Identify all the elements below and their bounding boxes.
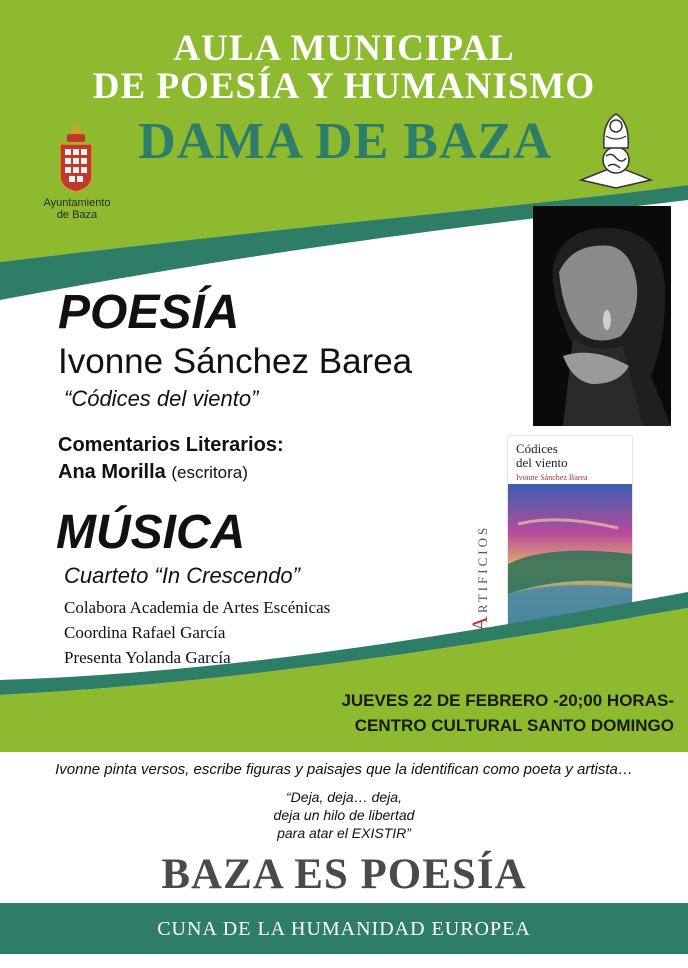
book-cover-title-line-1: Códices [516, 441, 558, 456]
author-portrait-icon [533, 206, 671, 426]
cuarteto-name: Cuarteto “In Crescendo” [64, 563, 300, 588]
event-date: JUEVES 22 DE FEBRERO -20;00 HORAS- [341, 691, 674, 710]
quote-line-1: “Deja, deja… deja, [286, 789, 402, 805]
artificios-first-letter: A [467, 613, 492, 632]
artificios-rest: RTIFICIOS [475, 524, 490, 614]
baza-es-poesia-tagline: BAZA ES POESÍA [161, 851, 527, 898]
baza-coat-of-arms-icon [56, 124, 96, 194]
poesia-heading: POESÍA [58, 286, 240, 339]
presenta-line: Presenta Yolanda García [64, 648, 231, 667]
dama-de-baza-title: DAMA DE BAZA [138, 113, 552, 170]
book-title-quote: “Códices del viento” [64, 386, 259, 411]
footer-banner [0, 903, 688, 954]
poet-name: Ivonne Sánchez Barea [58, 342, 413, 381]
comentarios-heading: Comentarios Literarios: [58, 434, 284, 456]
ayuntamiento-label [22, 197, 132, 221]
dama-de-baza-logo-icon [576, 108, 656, 190]
book-cover-title [516, 442, 626, 470]
quote-line-3: para atar el EXISTIR” [277, 825, 411, 841]
ayuntamiento-line-2: de Baza [56, 209, 98, 221]
footer-text: CUNA DE LA HUMANIDAD EUROPEA [157, 918, 531, 940]
comentarios-name-line [58, 459, 248, 486]
commentator-name: Ana Morilla [58, 461, 166, 483]
coordina-line: Coordina Rafael García [64, 623, 226, 642]
quote-line-2: deja un hilo de libertad [273, 807, 415, 823]
header-line-1: AULA MUNICIPAL [173, 28, 515, 69]
ayuntamiento-line-1: Ayuntamiento [43, 197, 111, 209]
colabora-line: Colabora Academia de Artes Escénicas [64, 598, 331, 617]
book-cover-author: Ivonne Sánchez Barea [516, 473, 588, 482]
book-cover-title-line-2: del viento [516, 455, 568, 470]
musica-heading: MÚSICA [56, 506, 246, 559]
poet-description: Ivonne pinta versos, escribe figuras y paisajes que la identifican como poeta y artista… [55, 761, 633, 778]
event-venue: CENTRO CULTURAL SANTO DOMINGO [354, 716, 674, 735]
commentator-role: (escritora) [171, 463, 248, 482]
author-photo [533, 206, 671, 426]
header-line-2: DE POESÍA Y HUMANISMO [92, 66, 596, 107]
